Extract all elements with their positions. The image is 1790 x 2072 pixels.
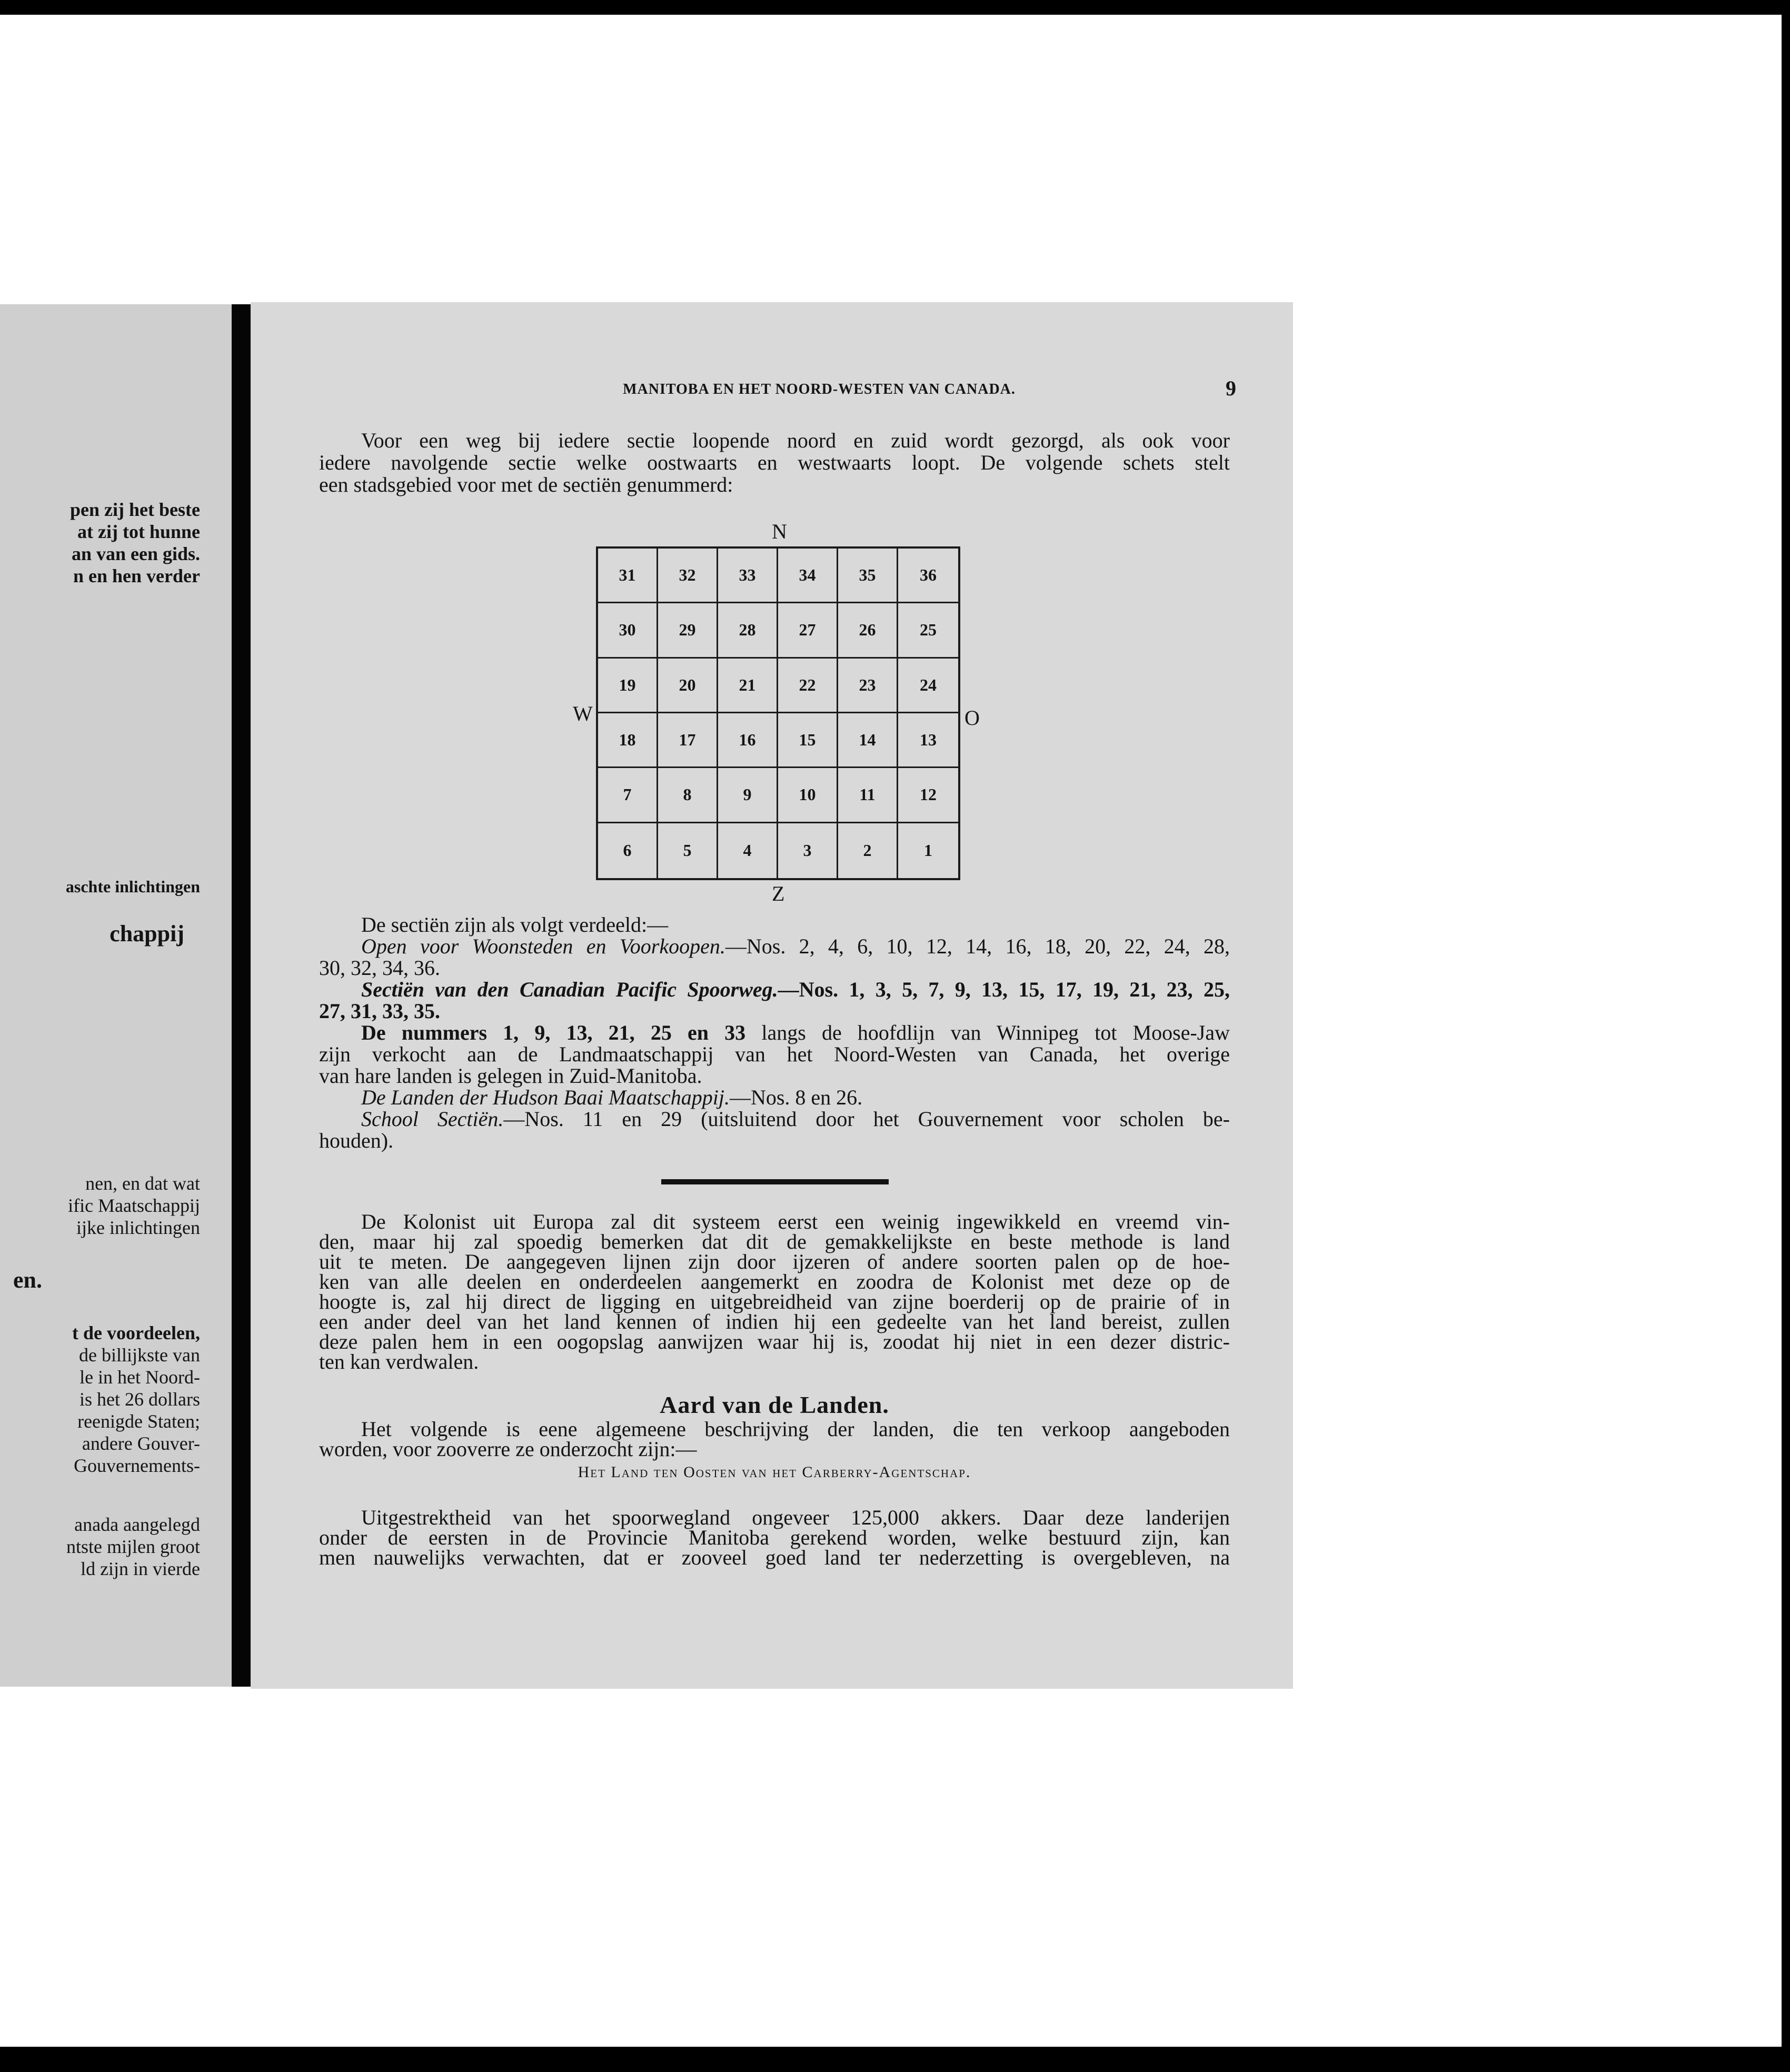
text-line: Het volgende is eene algemeene beschrijving der landen, die ten verkoop aangeboden: [361, 1417, 1230, 1441]
text-line: [319, 935, 1230, 957]
text-line: ten kan verdwalen.: [319, 1350, 479, 1373]
left-page-line: is het 26 dollars: [79, 1389, 200, 1410]
compass-north: N: [772, 520, 787, 543]
sold-numbers: De nummers 1, 9, 13, 21, 25 en 33: [361, 1021, 746, 1044]
text-line: een stadsgebied voor met de sectiën genummerd:: [319, 473, 733, 496]
text-line: worden, voor zooverre ze onderzocht zijn:—: [319, 1437, 697, 1461]
left-page-line: nen, en dat wat: [85, 1173, 200, 1194]
intro-paragraph: [319, 430, 1230, 496]
hudson-bay-label: De Landen der Hudson Baai Maatschappij.: [361, 1085, 730, 1109]
text-line: 30, 32, 34, 36.: [319, 956, 440, 980]
running-head: MANITOBA EN HET NOORD-WESTEN VAN CANADA.: [623, 381, 1016, 397]
section-cell: 19: [598, 659, 658, 713]
left-page-line: anada aangelegd: [74, 1514, 200, 1535]
section-cell: 21: [718, 659, 778, 713]
left-page-line: n en hen verder: [73, 565, 200, 586]
left-page-line: ld zijn in vierde: [81, 1558, 200, 1579]
text-line: hoogte is, zal hij direct de ligging en uitgebreidheid van zijne boerderij op de prairie of in: [319, 1290, 1230, 1313]
text-line: ken van alle deelen en onderdeelen aangemerkt en zoodra de Kolonist met deze op de: [319, 1270, 1230, 1293]
left-page-line: pen zij het beste: [70, 499, 200, 520]
open-homestead-numbers: —Nos. 2, 4, 6, 10, 12, 14, 16, 18, 20, 22, 24, 28,: [725, 934, 1230, 958]
section-cell: 30: [598, 603, 658, 658]
section-cell: 24: [898, 659, 958, 713]
section-cell: 12: [898, 768, 958, 823]
left-page-line: ntste mijlen groot: [66, 1536, 200, 1557]
section-cell: 18: [598, 713, 658, 768]
section-cell: 23: [838, 659, 898, 713]
text-line: zijn verkocht aan de Landmaatschappij van het Noord-Westen van Canada, het overige: [319, 1042, 1230, 1066]
text-line: [319, 979, 1230, 1000]
text-line: onder de eersten in de Provincie Manitoba gerekend worden, welke bestuurd zijn, kan: [319, 1526, 1230, 1549]
section-cell: 29: [658, 603, 718, 658]
section-cell: 31: [598, 549, 658, 603]
final-paragraph: [319, 1508, 1230, 1568]
compass-south: Z: [772, 882, 785, 905]
section-cell: 1: [924, 841, 932, 860]
sold-numbers-text: langs de hoofdlijn van Winnipeg tot Moose-Jaw: [761, 1021, 1230, 1044]
compass-east: O: [964, 706, 980, 730]
left-page-line: le in het Noord-: [79, 1367, 200, 1388]
section-cell: 5: [658, 823, 718, 878]
township-section-grid: [596, 546, 960, 880]
school-sections-label: School Sectiën.: [361, 1107, 504, 1131]
text-line: deze palen hem in een oogopslag aanwijzen waar hij is, zoodat hij niet in een dezer distric-: [319, 1330, 1230, 1353]
section-cell: 22: [778, 659, 838, 713]
scan-border-top: [0, 0, 1790, 15]
text-line: De Kolonist uit Europa zal dit systeem eerst een weinig ingewikkeld en vreemd vin-: [361, 1210, 1230, 1233]
text-line: De sectiën zijn als volgt verdeeld:—: [361, 913, 669, 937]
text-line: den, maar hij zal spoedig bemerken dat dit de gemakkelijkste en beste methode is land: [319, 1230, 1230, 1253]
book-gutter: [232, 304, 251, 1687]
section-cell: 13: [898, 713, 958, 768]
section-cell: 8: [658, 768, 718, 823]
section-cell: 3: [778, 823, 838, 878]
left-page-line: ific Maatschappij: [68, 1195, 200, 1216]
text-line: van hare landen is gelegen in Zuid-Manitoba.: [319, 1064, 702, 1088]
left-page-line: andere Gouver-: [82, 1433, 200, 1454]
text-line: iedere navolgende sectie welke oostwaarts en westwaarts loopt. De volgende schets stelt: [319, 451, 1230, 474]
text-line: [319, 1087, 1230, 1108]
left-page-fragment: [0, 304, 232, 1687]
division-paragraph: [319, 914, 1230, 1151]
section-cell: 15: [778, 713, 838, 768]
page-number: 9: [1226, 376, 1236, 400]
text-line: uit te meten. De aangegeven lijnen zijn door ijzeren of andere soorten palen op de hoe-: [319, 1250, 1230, 1273]
school-sections-text: —Nos. 11 en 29 (uitsluitend door het Gouvernement voor scholen be-: [503, 1107, 1230, 1131]
left-page-line: an van een gids.: [71, 543, 200, 564]
kolonist-paragraph: [319, 1212, 1230, 1372]
section-subheading: Het Land ten Oosten van het Carberry-Agentschap.: [578, 1463, 971, 1481]
left-page-line: chappij: [110, 921, 184, 947]
left-page-line: reenigde Staten;: [77, 1411, 200, 1432]
text-line: men nauwelijks verwachten, dat er zooveel goed land ter nederzetting is overgebleven, na: [319, 1546, 1230, 1569]
aard-paragraph: [319, 1419, 1230, 1459]
text-line: 27, 31, 33, 35.: [319, 999, 440, 1023]
left-page-line: ijke inlichtingen: [76, 1217, 200, 1238]
section-cell: 32: [658, 549, 718, 603]
cpr-sections-label: Sectiën van den Canadian Pacific Spoorweg.: [361, 978, 778, 1001]
cpr-sections-numbers: —Nos. 1, 3, 5, 7, 9, 13, 15, 17, 19, 21, 23, 25,: [778, 978, 1230, 1001]
text-line: Voor een weg bij iedere sectie loopende noord en zuid wordt gezorgd, als ook voor: [361, 429, 1230, 452]
section-cell: 9: [718, 768, 778, 823]
document-page: [251, 302, 1293, 1689]
text-line: [319, 1108, 1230, 1130]
section-cell: 2: [838, 823, 898, 878]
text-line: [319, 1022, 1230, 1043]
section-cell: 26: [838, 603, 898, 658]
section-cell: 10: [778, 768, 838, 823]
scan-border-right: [1782, 0, 1790, 2072]
section-cell: 33: [718, 549, 778, 603]
hudson-bay-numbers: —Nos. 8 en 26.: [729, 1085, 863, 1109]
left-page-line: Gouvernements-: [74, 1455, 200, 1476]
section-cell: 35: [838, 549, 898, 603]
text-line: een ander deel van het land kennen of indien hij een gedeelte van het land bereist, zullen: [319, 1310, 1230, 1333]
text-line: Uitgestrektheid van het spoorwegland ongeveer 125,000 akkers. Daar deze landerijen: [361, 1506, 1230, 1529]
text-line: houden).: [319, 1129, 394, 1152]
section-cell: 25: [898, 603, 958, 658]
left-page-line: t de voordeelen,: [72, 1322, 200, 1343]
section-heading: Aard van de Landen.: [660, 1391, 889, 1418]
section-cell: 36: [898, 549, 958, 603]
section-cell: 11: [838, 768, 898, 823]
left-page-line: at zij tot hunne: [77, 521, 200, 542]
section-cell: 34: [778, 549, 838, 603]
scan-border-bottom: [0, 2047, 1790, 2072]
left-page-line: de billijkste van: [79, 1344, 200, 1366]
section-cell: 28: [718, 603, 778, 658]
compass-west: W: [573, 702, 593, 725]
section-cell: 27: [778, 603, 838, 658]
left-page-line: en.: [13, 1267, 42, 1293]
left-page-line: aschte inlichtingen: [65, 877, 200, 896]
section-cell: 7: [598, 768, 658, 823]
section-divider-rule: [661, 1179, 889, 1184]
section-cell: 20: [658, 659, 718, 713]
section-cell: 4: [718, 823, 778, 878]
open-homestead-label: Open voor Woonsteden en Voorkoopen.: [361, 934, 725, 958]
section-cell: 17: [658, 713, 718, 768]
section-cell: 6: [598, 823, 658, 878]
section-cell: 14: [838, 713, 898, 768]
section-cell: 16: [718, 713, 778, 768]
